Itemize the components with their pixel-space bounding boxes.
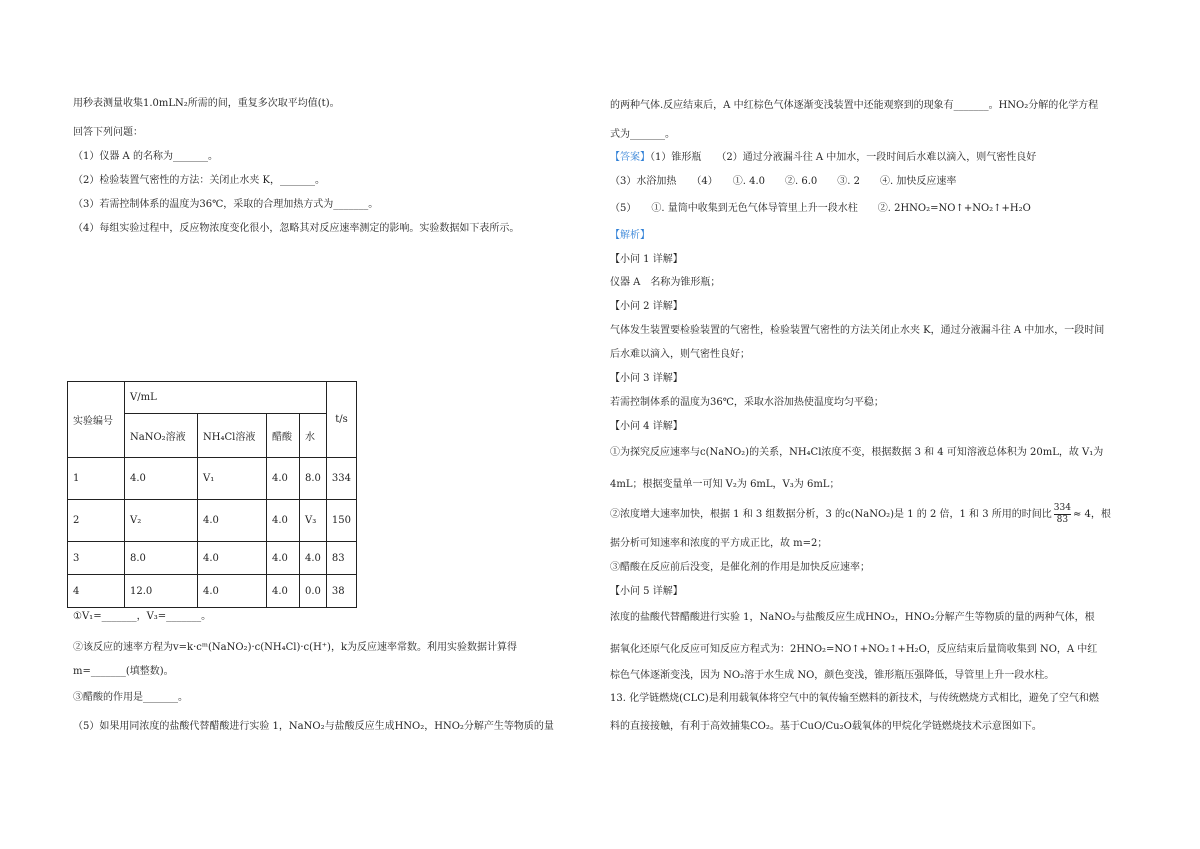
experiment-table (67, 381, 357, 608)
table-cell: V₁ (198, 458, 267, 500)
method-line: 用秒表测量收集1.0mLN₂所需的间，重复多次取平均值(t)。 (73, 98, 340, 109)
table-cell: V₃ (300, 500, 327, 542)
analysis-tag: 【解析】 (610, 230, 650, 241)
detail-2-text-cont: 后水难以滴入，则气密性良好； (610, 349, 750, 360)
table-cell: 150 (326, 500, 356, 542)
detail-4-text-4: 据分析可知速率和浓度的平方成正比，故 m=2； (610, 538, 828, 549)
table-cell: 4.0 (300, 542, 327, 575)
detail-1-heading: 【小问 1 详解】 (610, 254, 683, 265)
table-cell: 1 (68, 458, 125, 500)
ratio-text: ②浓度增大速率加快，根据 1 和 3 组数据分析，3 的c(NaNO₂)是 1 的 2 倍，1 和 3 所用的时间比 (610, 509, 1052, 520)
table-cell: 4.0 (198, 500, 267, 542)
table-row (68, 458, 357, 500)
table-cell: 4.0 (198, 575, 267, 608)
table-cell: 4 (68, 575, 125, 608)
ratio-fraction (1054, 503, 1071, 526)
detail-5-text-2: 据氧化还原气化反应可知反应方程式为：2HNO₂=NO↑+NO₂↑+H₂O，反应结束后量筒收集到 NO，A 中红 (610, 644, 1098, 655)
table-cell: 83 (326, 542, 356, 575)
sub-question-1: ①V₁=_______，V₃=_______。 (73, 611, 212, 622)
fraction-numerator: 334 (1053, 503, 1071, 513)
sub-question-2-answer: m=_______(填整数)。 (73, 666, 174, 677)
table-cell: 4.0 (198, 542, 267, 575)
detail-2-heading: 【小问 2 详解】 (610, 301, 683, 312)
table-cell: V₂ (125, 500, 198, 542)
answer-line-3: （5） ①. 量筒中收集到无色气体导管里上升一段水柱 ②. 2HNO₂=NO↑+NO₂↑+H₂O (610, 203, 1031, 214)
table-header-number: 实验编号 (68, 382, 125, 458)
ratio-result: ≈ 4，根 (1072, 509, 1111, 520)
detail-1-text: 仪器 A 名称为锥形瓶； (610, 277, 721, 288)
question-2: （2）检验装置气密性的方法：关闭止水夹 K，_______。 (73, 175, 326, 186)
table-cell: 0.0 (300, 575, 327, 608)
detail-3-heading: 【小问 3 详解】 (610, 373, 683, 384)
table-cell: 4.0 (267, 458, 300, 500)
detail-5-text-3: 棕色气体逐渐变浅，因为 NO₂溶于水生成 NO，颜色变浅，锥形瓶压强降低，导管里上升一段水柱。 (610, 670, 1055, 681)
question-5-equation: 式为_______。 (610, 129, 675, 140)
table-header-time: t/s (326, 382, 356, 458)
detail-5-text-1: 浓度的盐酸代替醋酸进行实验 1，NaNO₂与盐酸反应生成HNO₂，HNO₂分解产生等物质的量的两种气体，根 (610, 612, 1095, 623)
question-1: （1）仪器 A 的名称为_______。 (73, 151, 218, 162)
question-5-cont: 的两种气体.反应结束后，A 中红棕色气体逐渐变浅装置中还能观察到的现象有_______。HNO₂分解的化学方程 (610, 100, 1099, 111)
detail-4-heading: 【小问 4 详解】 (610, 421, 683, 432)
detail-2-text: 气体发生装置要检验装置的气密性，检验装置气密性的方法关闭止水夹 K，通过分液漏斗往 A 中加水，一段时间 (610, 325, 1105, 336)
answer-tag: 【答案】 (610, 152, 650, 163)
table-cell: 8.0 (300, 458, 327, 500)
table-row (68, 542, 357, 575)
sub-question-3: ③醋酸的作用是_______。 (73, 692, 188, 703)
detail-3-text: 若需控制体系的温度为36℃，采取水浴加热使温度均匀平稳； (610, 397, 884, 408)
table-row (68, 500, 357, 542)
table-cell: 4.0 (267, 542, 300, 575)
detail-4-text-3 (610, 503, 1111, 526)
table-header-nh4cl: NH₄Cl溶液 (198, 414, 267, 458)
table-cell: 8.0 (125, 542, 198, 575)
question-5: （5）如果用同浓度的盐酸代替醋酸进行实验 1，NaNO₂与盐酸反应生成HNO₂，HNO₂分解产生等物质的量 (73, 721, 554, 732)
table-cell: 3 (68, 542, 125, 575)
answer-line-1 (610, 151, 1036, 165)
detail-5-heading: 【小问 5 详解】 (610, 586, 683, 597)
table-row (68, 575, 357, 608)
answer-text: （1）锥形瓶 （2）通过分液漏斗往 A 中加水，一段时间后水难以滴入，则气密性良好 (650, 152, 1037, 163)
table-header-volume: V/mL (125, 382, 327, 414)
question-3: （3）若需控制体系的温度为36℃，采取的合理加热方式为_______。 (73, 199, 379, 210)
answer-line-2: （3）水浴加热 （4） ①. 4.0 ②. 6.0 ③. 2 ④. 加快反应速率 (610, 176, 957, 187)
detail-4-text-5: ③醋酸在反应前后没变，是催化剂的作用是加快反应速率； (610, 562, 870, 573)
question-4: （4）每组实验过程中，反应物浓度变化很小，忽略其对反应速率测定的影响。实验数据如下表所示。 (73, 223, 520, 234)
sub-question-2: ②该反应的速率方程为v=k·cᵐ(NaNO₂)·c(NH₄Cl)·c(H⁺)，k为反应速率常数。利用实验数据计算得 (73, 642, 518, 653)
detail-4-text-2: 4mL；根据变量单一可知 V₂为 6mL，V₃为 6mL； (610, 479, 840, 490)
table-header-water: 水 (300, 414, 327, 458)
table-cell: 4.0 (125, 458, 198, 500)
question-13: 13. 化学链燃烧(CLC)是利用载氧体将空气中的氧传输至燃料的新技术，与传统燃烧方式相比，避免了空气和燃 (610, 693, 1099, 704)
question-13-cont: 料的直接接触，有利于高效捕集CO₂。基于CuO/Cu₂O载氧体的甲烷化学链燃烧技术示意图如下。 (610, 721, 1042, 732)
table-cell: 4.0 (267, 500, 300, 542)
table-cell: 2 (68, 500, 125, 542)
table-cell: 4.0 (267, 575, 300, 608)
table-header-nano2: NaNO₂溶液 (125, 414, 198, 458)
table-cell: 12.0 (125, 575, 198, 608)
table-cell: 334 (326, 458, 356, 500)
fraction-denominator: 83 (1056, 515, 1069, 525)
detail-4-text-1: ①为探究反应速率与c(NaNO₂)的关系，NH₄Cl浓度不变，根据数据 3 和 4 可知溶液总体积为 20mL，故 V₁为 (610, 447, 1104, 458)
table-header-acetic: 醋酸 (267, 414, 300, 458)
table-cell: 38 (326, 575, 356, 608)
prompt-line: 回答下列问题： (73, 127, 143, 138)
